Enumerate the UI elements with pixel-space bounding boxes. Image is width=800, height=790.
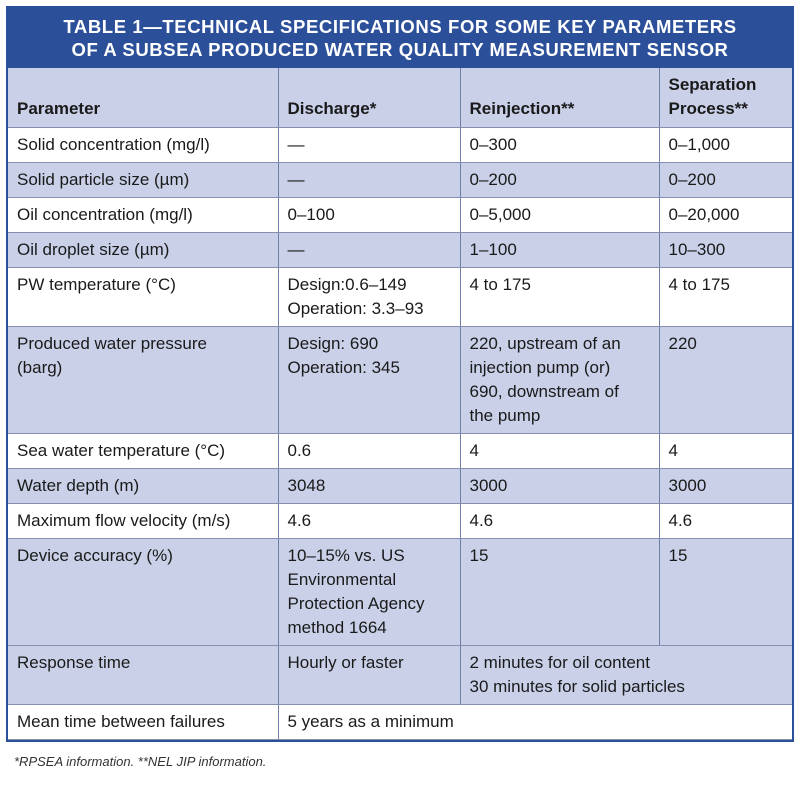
- cell-discharge: [278, 327, 460, 434]
- cell-separation: [659, 233, 792, 268]
- cell-discharge: [278, 128, 460, 163]
- cell-line: 2 minutes for oil content: [469, 653, 650, 672]
- cell-line: 0–1,000: [668, 135, 730, 154]
- cell-line: 4.6: [668, 511, 693, 530]
- cell-line: Design: 690: [287, 334, 379, 353]
- cell-discharge: [278, 233, 460, 268]
- cell-line: 4 to 175: [668, 275, 730, 294]
- cell-line: Design:0.6–149: [287, 275, 407, 294]
- cell-line: 4: [469, 441, 479, 460]
- cell-line: Solid concentration (mg/l): [17, 135, 210, 154]
- cell-discharge: [278, 198, 460, 233]
- cell-line: Oil droplet size (µm): [17, 240, 170, 259]
- cell-separation: [659, 327, 792, 434]
- cell-mtbf-value: 5 years as a minimum: [278, 705, 792, 740]
- cell-line: Sea water temperature (°C): [17, 441, 226, 460]
- cell-reinjection: [460, 128, 659, 163]
- cell-line: 220: [668, 334, 697, 353]
- cell-discharge: [278, 539, 460, 646]
- table-row-response-time: [8, 646, 792, 705]
- cell-line: 0–200: [469, 170, 517, 189]
- cell-separation: [659, 268, 792, 327]
- cell-reinjection: [460, 504, 659, 539]
- cell-reinjection-separation: [460, 646, 792, 705]
- cell-reinjection: [460, 233, 659, 268]
- cell-parameter: [8, 233, 278, 268]
- cell-line: 0–20,000: [668, 205, 740, 224]
- table-row: [8, 469, 792, 504]
- cell-line: 30 minutes for solid particles: [469, 677, 685, 696]
- cell-line: 0–300: [469, 135, 517, 154]
- cell-discharge: [278, 434, 460, 469]
- cell-parameter: Mean time between failures: [8, 705, 278, 740]
- cell-line: 10–300: [668, 240, 726, 259]
- cell-line: 3000: [668, 476, 707, 495]
- cell-reinjection: [460, 434, 659, 469]
- cell-parameter: Response time: [8, 646, 278, 705]
- header-separation-process: [659, 68, 792, 128]
- cell-discharge: [278, 469, 460, 504]
- cell-line: 10–15% vs. US: [287, 546, 405, 565]
- cell-parameter: [8, 268, 278, 327]
- table-row: [8, 434, 792, 469]
- cell-line: 220, upstream of an: [469, 334, 621, 353]
- cell-line: injection pump (or): [469, 358, 611, 377]
- cell-separation: [659, 469, 792, 504]
- title-line-2: OF A SUBSEA PRODUCED WATER QUALITY MEASUREMENT SENSOR: [71, 39, 729, 60]
- cell-parameter: [8, 469, 278, 504]
- cell-parameter: [8, 163, 278, 198]
- cell-line: 4.6: [469, 511, 494, 530]
- title-line-1: TABLE 1—TECHNICAL SPECIFICATIONS FOR SOME KEY PARAMETERS: [63, 16, 737, 37]
- cell-line: Operation: 3.3–93: [287, 299, 424, 318]
- cell-reinjection: [460, 198, 659, 233]
- cell-line: Water depth (m): [17, 476, 140, 495]
- cell-line: the pump: [469, 406, 541, 425]
- cell-discharge: [278, 163, 460, 198]
- cell-parameter: [8, 434, 278, 469]
- cell-separation: [659, 163, 792, 198]
- spec-table: [8, 68, 792, 740]
- header-separation-line-1: Separation: [668, 75, 757, 94]
- cell-discharge: [278, 268, 460, 327]
- cell-line: 1–100: [469, 240, 517, 259]
- cell-separation: [659, 198, 792, 233]
- cell-line: 15: [469, 546, 489, 565]
- cell-line: 0–5,000: [469, 205, 531, 224]
- cell-parameter: [8, 504, 278, 539]
- cell-line: PW temperature (°C): [17, 275, 176, 294]
- cell-line: 3000: [469, 476, 508, 495]
- cell-reinjection: [460, 469, 659, 504]
- cell-line: Operation: 345: [287, 358, 400, 377]
- cell-line: method 1664: [287, 618, 387, 637]
- cell-line: —: [287, 135, 305, 154]
- cell-line: 15: [668, 546, 688, 565]
- table-row: [8, 198, 792, 233]
- cell-separation: [659, 434, 792, 469]
- spec-table-frame: [6, 6, 794, 742]
- cell-separation: [659, 539, 792, 646]
- cell-line: 4.6: [287, 511, 312, 530]
- footnote: *RPSEA information. **NEL JIP information.: [14, 754, 267, 769]
- cell-line: —: [287, 240, 305, 259]
- cell-reinjection: [460, 539, 659, 646]
- cell-parameter: [8, 128, 278, 163]
- header-row: [8, 68, 792, 128]
- cell-parameter: [8, 327, 278, 434]
- cell-line: Solid particle size (µm): [17, 170, 190, 189]
- cell-line: 0–100: [287, 205, 335, 224]
- cell-reinjection: [460, 327, 659, 434]
- cell-line: 3048: [287, 476, 326, 495]
- table-row: [8, 128, 792, 163]
- table-row-mtbf: [8, 705, 792, 740]
- cell-line: Maximum flow velocity (m/s): [17, 511, 231, 530]
- cell-line: (barg): [17, 358, 63, 377]
- table-title: [8, 8, 792, 68]
- cell-line: 0.6: [287, 441, 312, 460]
- cell-line: 0–200: [668, 170, 716, 189]
- cell-parameter: [8, 198, 278, 233]
- cell-separation: [659, 504, 792, 539]
- header-reinjection: Reinjection**: [460, 68, 659, 128]
- header-separation-line-2: Process**: [668, 99, 748, 118]
- cell-discharge: Hourly or faster: [278, 646, 460, 705]
- header-parameter: Parameter: [8, 68, 278, 128]
- header-discharge: Discharge*: [278, 68, 460, 128]
- table-body: [8, 128, 792, 740]
- cell-reinjection: [460, 163, 659, 198]
- table-row: [8, 268, 792, 327]
- cell-discharge: [278, 504, 460, 539]
- cell-separation: [659, 128, 792, 163]
- table-row: [8, 163, 792, 198]
- cell-parameter: [8, 539, 278, 646]
- cell-line: 4 to 175: [469, 275, 531, 294]
- table-row: [8, 327, 792, 434]
- cell-line: Oil concentration (mg/l): [17, 205, 193, 224]
- cell-line: Device accuracy (%): [17, 546, 173, 565]
- table-row: [8, 233, 792, 268]
- cell-line: —: [287, 170, 305, 189]
- table-row: [8, 539, 792, 646]
- cell-line: 4: [668, 441, 678, 460]
- cell-line: 690, downstream of: [469, 382, 619, 401]
- cell-line: Environmental: [287, 570, 397, 589]
- cell-line: Protection Agency: [287, 594, 425, 613]
- table-row: [8, 504, 792, 539]
- cell-reinjection: [460, 268, 659, 327]
- cell-line: Produced water pressure: [17, 334, 207, 353]
